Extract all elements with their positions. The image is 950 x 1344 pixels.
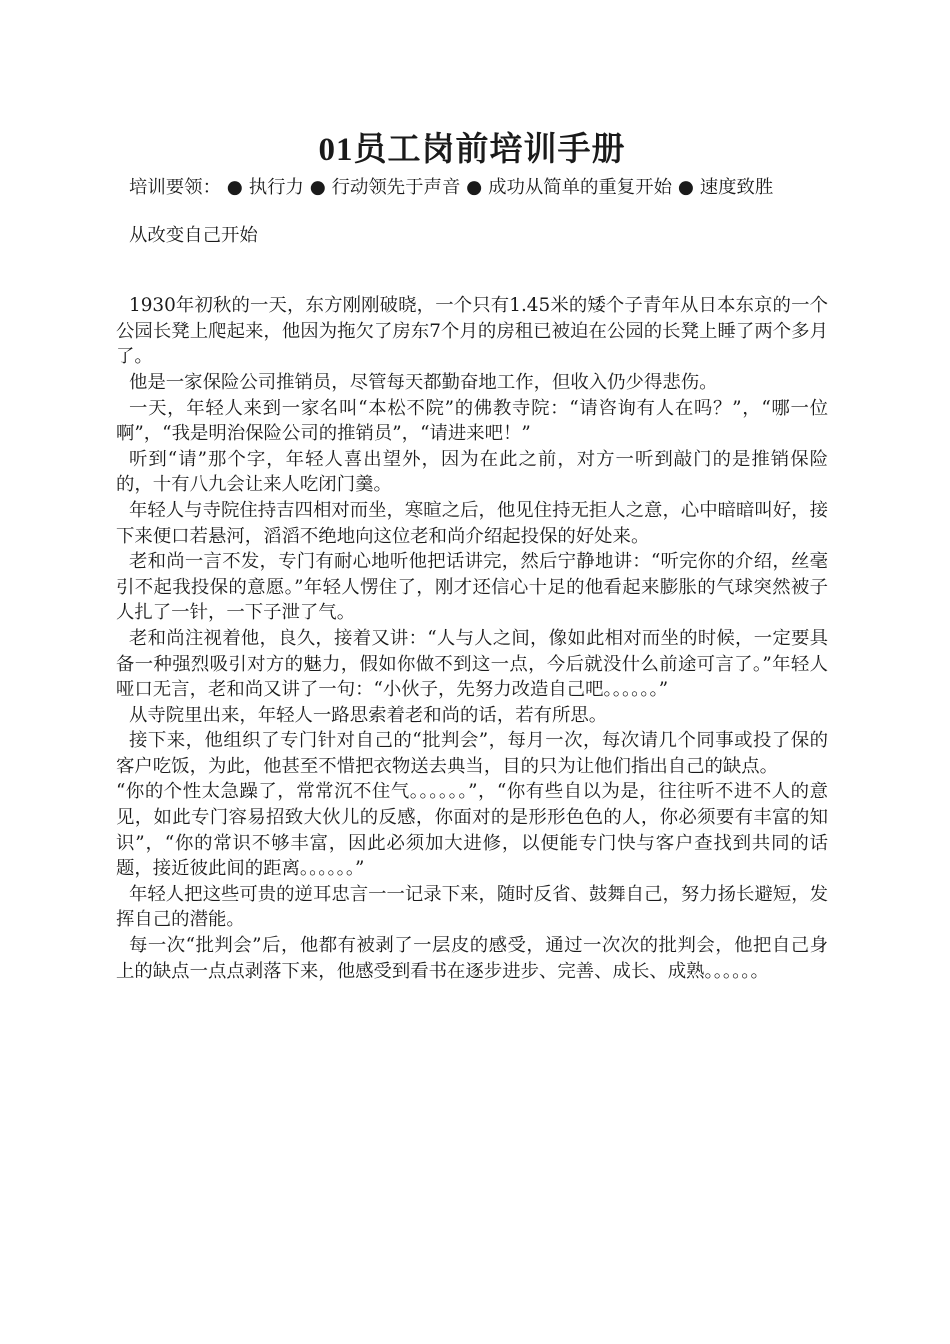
paragraph: 听到“请”那个字，年轻人喜出望外，因为在此之前，对方一听到敲门的是推销保险的，十有八九会让来人吃闭门羹。 xyxy=(116,448,828,496)
paragraph: “你的个性太急躁了，常常沉不住气。。。。。。”，“你有些自以为是，往往听不进不人的意见，如此专门容易招致大伙儿的反感，你面对的是形形色色的人，你必须要有丰富的知识”，“你的常识不够丰富，因此必须加大进修，以便能专门快与客户查找到共同的话题，接近彼此间的距离。。。。。。” xyxy=(116,781,828,880)
paragraph: 1930年初秋的一天，东方刚刚破晓，一个只有1.45米的矮个子青年从日本东京的一个公园长凳上爬起来，他因为拖欠了房东7个月的房租已被迫在公园的长凳上睡了两个多月了。 xyxy=(116,295,828,368)
paragraph: 每一次“批判会”后，他都有被剥了一层皮的感受，通过一次次的批判会，他把自己身上的缺点一点点剥落下来，他感受到看书在逐步进步、完善、成长、成熟。。。。。。 xyxy=(116,935,828,982)
paragraph: 一天，年轻人来到一家名叫“本松不院”的佛教寺院：“请咨询有人在吗？”，“哪一位啊”，“我是明治保险公司的推销员”，“请进来吧！” xyxy=(116,397,828,445)
paragraph: 老和尚一言不发，专门有耐心地听他把话讲完，然后宁静地讲：“听完你的介绍，丝毫引不起我投保的意愿。”年轻人愣住了，刚才还信心十足的他看起来膨胀的气球突然被子人扎了一针，一下子泄了气。 xyxy=(116,551,828,624)
paragraph: 接下来，他组织了专门针对自己的“批判会”，每月一次，每次请几个同事或投了保的客户吃饭，为此，他甚至不惜把衣物送去典当，目的只为让他们指出自己的缺点。 xyxy=(116,730,828,777)
paragraph: 年轻人把这些可贵的逆耳忠言一一记录下来，随时反省、鼓舞自己，努力扬长避短，发挥自己的潜能。 xyxy=(116,883,828,931)
training-summary: 培训要领： ● 执行力 ● 行动领先于声音 ● 成功从简单的重复开始 ● 速度致胜 xyxy=(129,177,774,198)
paragraph: 从寺院里出来，年轻人一路思索着老和尚的话，若有所思。 xyxy=(129,704,608,726)
section-heading: 从改变自己开始 xyxy=(129,224,258,246)
paragraph: 老和尚注视着他，良久，接着又讲：“人与人之间，像如此相对而坐的时候，一定要具备一种强烈吸引对方的魅力，假如你做不到这一点，今后就没什么前途可言了。”年轻人哑口无言，老和尚又讲了一句：“小伙子，先努力改造自己吧。。。。。。” xyxy=(116,627,828,701)
paragraph: 年轻人与寺院住持吉四相对而坐，寒暄之后，他见住持无拒人之意，心中暗暗叫好，接下来便口若悬河，滔滔不绝地向这位老和尚介绍起投保的好处来。 xyxy=(116,499,828,547)
paragraph: 他是一家保险公司推销员，尽管每天都勤奋地工作，但收入仍少得悲伤。 xyxy=(129,371,718,393)
document-title: 01员工岗前培训手册 xyxy=(318,132,626,168)
document-body xyxy=(116,128,828,984)
